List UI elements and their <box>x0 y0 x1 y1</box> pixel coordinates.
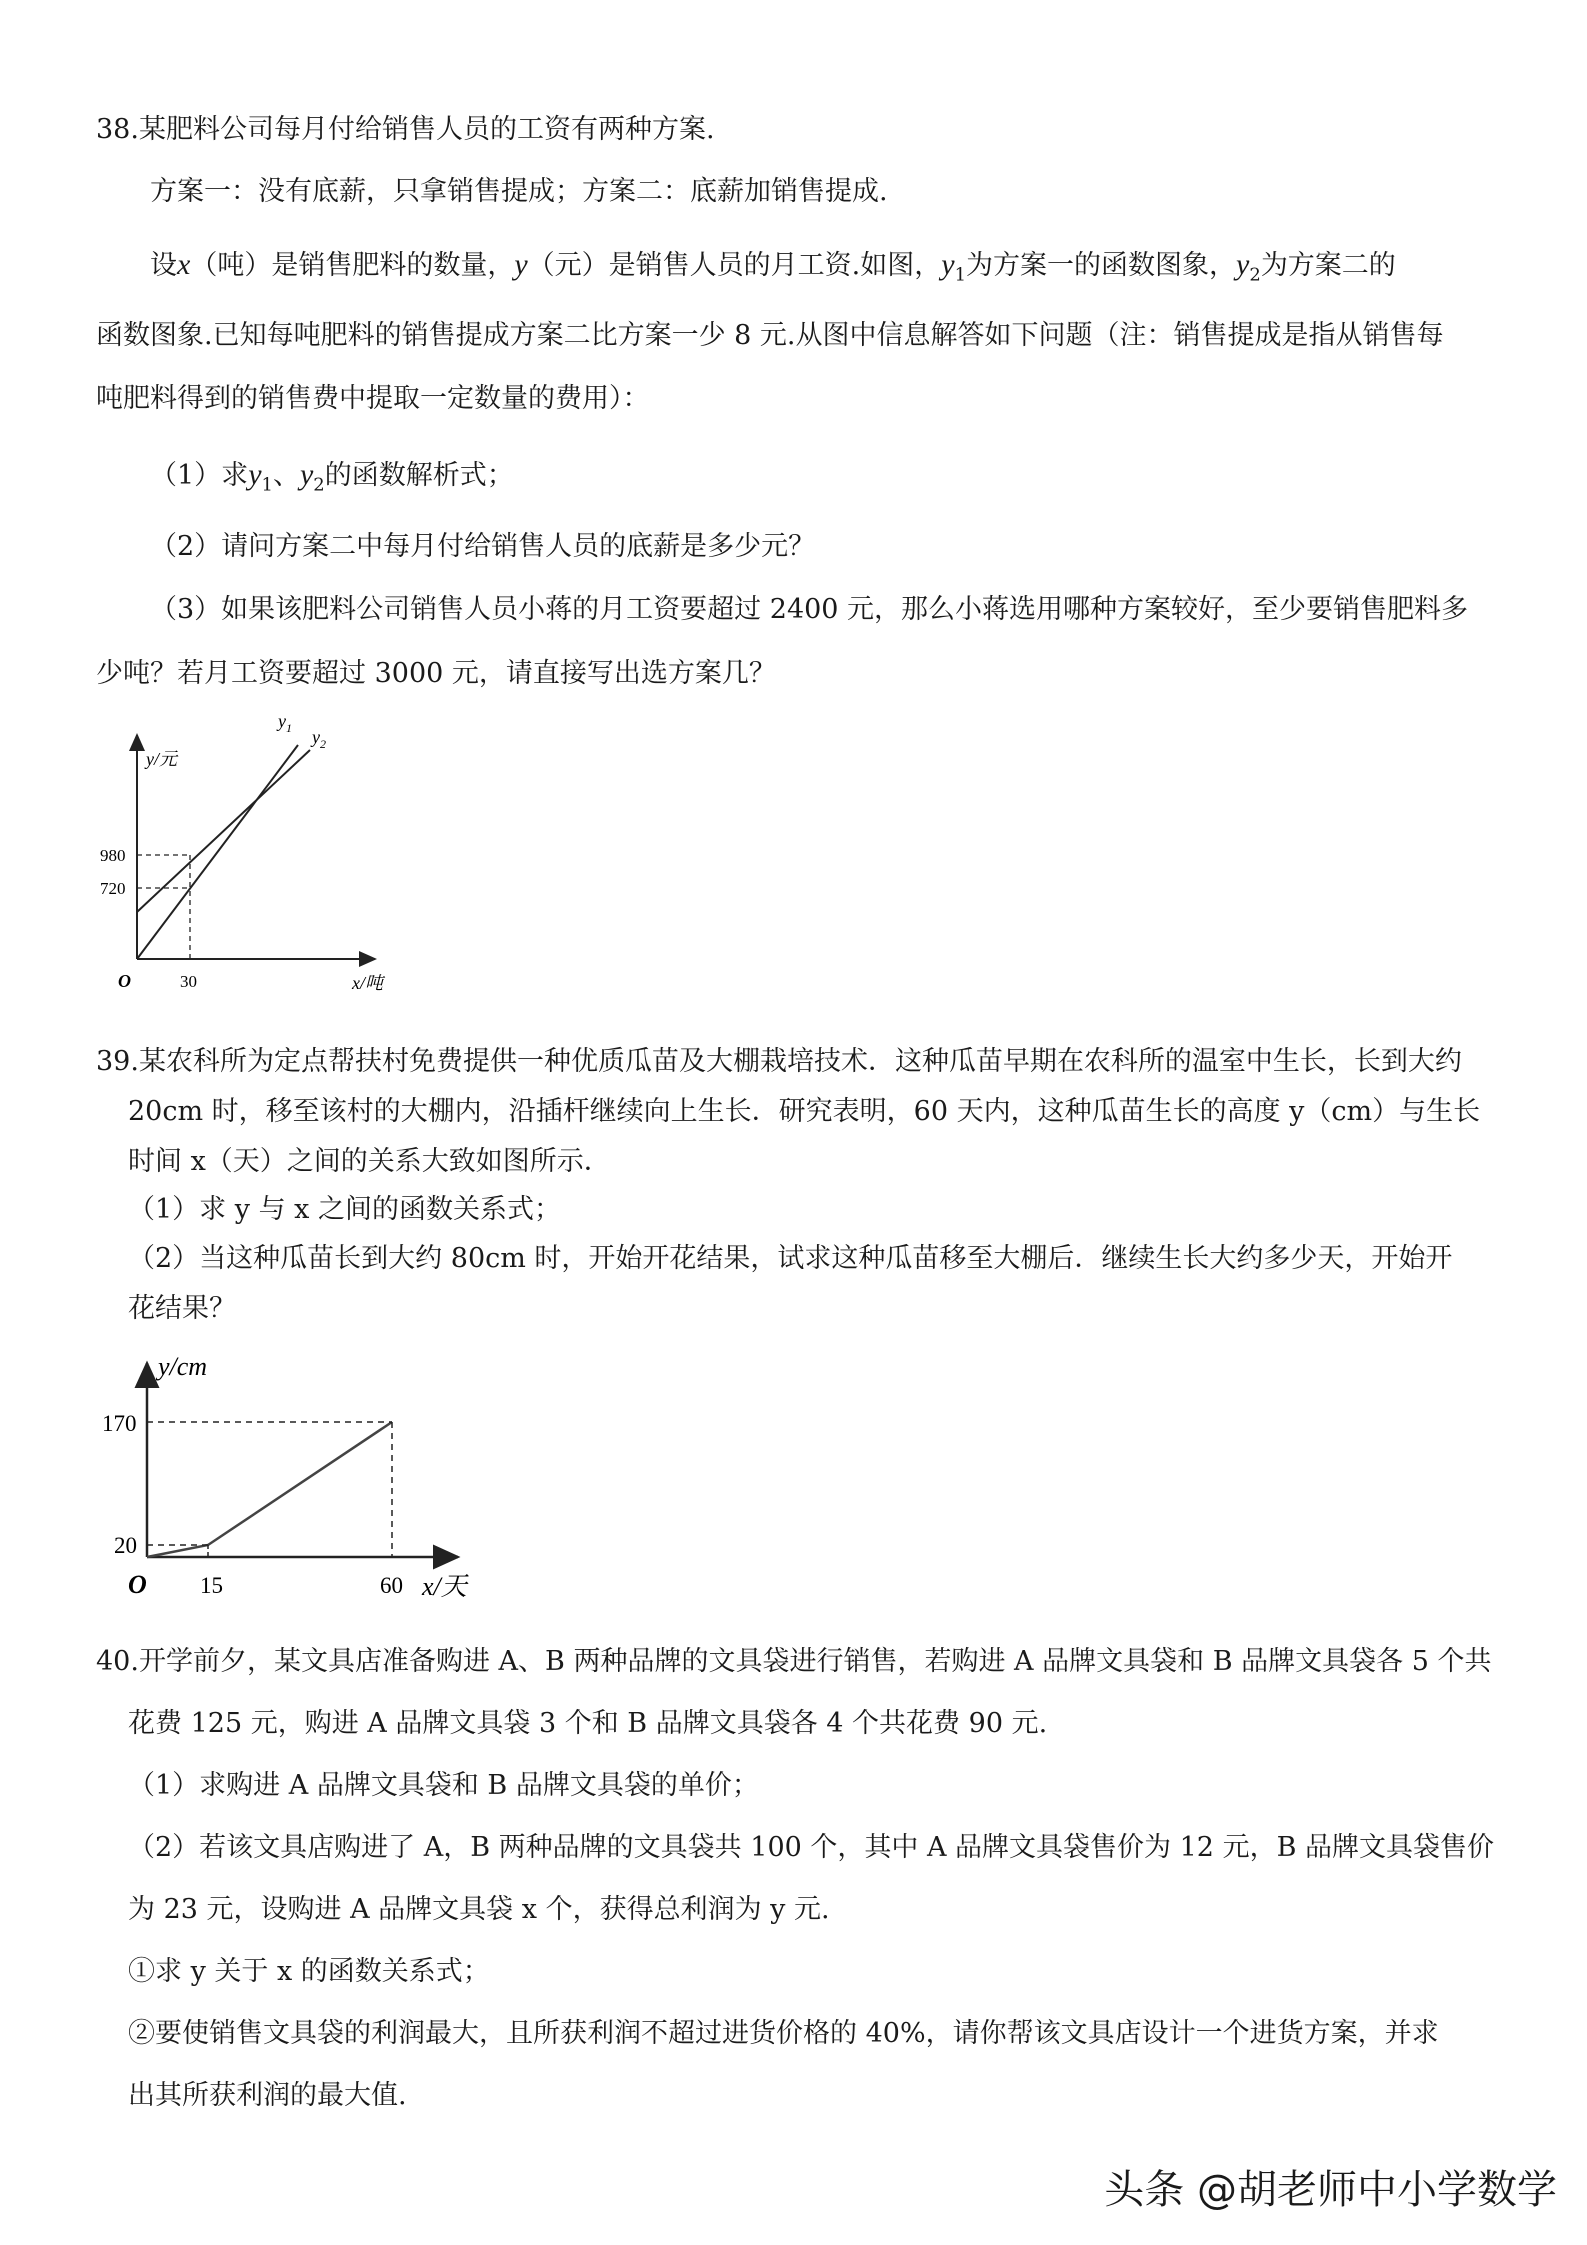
q38-line4: 吨肥料得到的销售费中提取一定数量的费用）： <box>96 383 650 414</box>
q38-tick-980: 980 <box>100 846 126 865</box>
q38-line-y2 <box>137 750 310 912</box>
q38-desc-e: 为方案二的 <box>1260 250 1396 281</box>
q38-line-y1 <box>137 745 298 959</box>
q38-origin: O <box>118 971 131 991</box>
q38-part1-a: （1）求 <box>150 460 249 491</box>
q39-growth-line <box>147 1422 392 1557</box>
q40-sub1: ①求 y 关于 x 的函数关系式； <box>128 1956 490 1987</box>
q38-line3: 函数图象.已知每吨肥料的销售提成方案二比方案一少 8 元.从图中信息解答如下问题（注：销售提成是指从销售每 <box>96 320 1444 351</box>
q40-line1: 40.开学前夕，某文具店准备购进 A、B 两种品牌的文具袋进行销售，若购进 A 品牌文具袋和 B 品牌文具袋各 5 个共 <box>96 1646 1492 1677</box>
q38-label-y1: $y_1$ <box>278 711 292 735</box>
q38-label-y2: $y_2$ <box>312 727 326 751</box>
q39-part2-a: （2）当这种瓜苗长到大约 80cm 时，开始开花结果，试求这种瓜苗移至大棚后．继续生长大约多少天，开始开 <box>128 1243 1453 1274</box>
q38-tick-720: 720 <box>100 879 126 898</box>
watermark: 头条 @胡老师中小学数学 <box>1104 2167 1557 2213</box>
q38-y-axis-label: y/元 <box>146 749 177 769</box>
q39-origin: O <box>128 1570 147 1599</box>
q38-part3-a: （3）如果该肥料公司销售人员小蒋的月工资要超过 2400 元，那么小蒋选用哪种方案较好，至少要销售肥料多 <box>150 594 1469 625</box>
q39-x-axis-label: x/天 <box>422 1572 467 1601</box>
q39-tick-20: 20 <box>114 1533 137 1558</box>
q40-part2-a: （2）若该文具店购进了 A，B 两种品牌的文具袋共 100 个，其中 A 品牌文具袋售价为 12 元，B 品牌文具袋售价 <box>128 1832 1494 1863</box>
q38-stem: 38.某肥料公司每月付给销售人员的工资有两种方案. <box>96 114 715 145</box>
q39-tick-15: 15 <box>200 1573 223 1598</box>
q39-tick-60: 60 <box>380 1573 403 1598</box>
q40-line2: 花费 125 元，购进 A 品牌文具袋 3 个和 B 品牌文具袋各 4 个共花费 90 元. <box>128 1708 1048 1739</box>
q40-sub2-b: 出其所获利润的最大值. <box>128 2080 407 2111</box>
q38-desc-a: 设 <box>150 250 177 281</box>
q38-desc-c: （元）是销售人员的月工资.如图， <box>527 250 942 281</box>
var-y2-sub: 2 <box>1249 264 1261 286</box>
var-y: y <box>514 248 528 281</box>
q38-x-axis-label: x/吨 <box>352 973 383 993</box>
q40-part2-b: 为 23 元，设购进 A 品牌文具袋 x 个，获得总利润为 y 元. <box>128 1894 830 1925</box>
q39-part1: （1）求 y 与 x 之间的函数关系式； <box>128 1194 561 1225</box>
q39-part2-b: 花结果？ <box>128 1293 236 1324</box>
var-y1-sub: 1 <box>954 264 967 286</box>
p1-var-y1-sub: 1 <box>261 474 273 496</box>
q40-sub2-a: ②要使销售文具袋的利润最大，且所获利润不超过进货价格的 40%，请你帮该文具店设计一个进货方案，并求 <box>128 2018 1439 2049</box>
q39-tick-170: 170 <box>102 1411 137 1436</box>
q38-desc-b: （吨）是销售肥料的数量， <box>190 250 515 281</box>
q40-part1: （1）求购进 A 品牌文具袋和 B 品牌文具袋的单价； <box>128 1770 759 1801</box>
q39-y-axis-label: y/cm <box>158 1352 208 1381</box>
var-y1: y <box>941 248 955 281</box>
q38-graph <box>90 705 410 1005</box>
q38-part2: （2）请问方案二中每月付给销售人员的底薪是多少元？ <box>150 531 816 562</box>
q38-part1-c: 的函数解析式； <box>324 460 514 491</box>
q38-tick-30: 30 <box>180 972 197 991</box>
q39-line3: 时间 x（天）之间的关系大致如图所示． <box>128 1146 611 1177</box>
p1-var-y2: y <box>299 458 314 491</box>
var-x: x <box>177 248 191 281</box>
q38-desc-d: 为方案一的函数图象， <box>966 250 1237 281</box>
p1-var-y2-sub: 2 <box>313 474 325 496</box>
q38-description <box>150 250 1396 284</box>
q39-line2: 20cm 时，移至该村的大棚内，沿插杆继续向上生长．研究表明，60 天内，这种瓜苗生长的高度 y（cm）与生长 <box>128 1096 1481 1127</box>
q39-graph <box>100 1345 500 1605</box>
q38-part1-b: 、 <box>272 460 300 491</box>
q38-part1 <box>150 460 514 494</box>
q39-line1: 39.某农科所为定点帮扶村免费提供一种优质瓜苗及大棚栽培技术．这种瓜苗早期在农科所的温室中生长，长到大约 <box>96 1046 1462 1077</box>
var-y2: y <box>1236 248 1250 281</box>
p1-var-y1: y <box>248 458 262 491</box>
q38-plans: 方案一：没有底薪，只拿销售提成；方案二：底薪加销售提成. <box>150 176 888 207</box>
q38-part3-b: 少吨？若月工资要超过 3000 元，请直接写出选方案几？ <box>96 658 776 689</box>
